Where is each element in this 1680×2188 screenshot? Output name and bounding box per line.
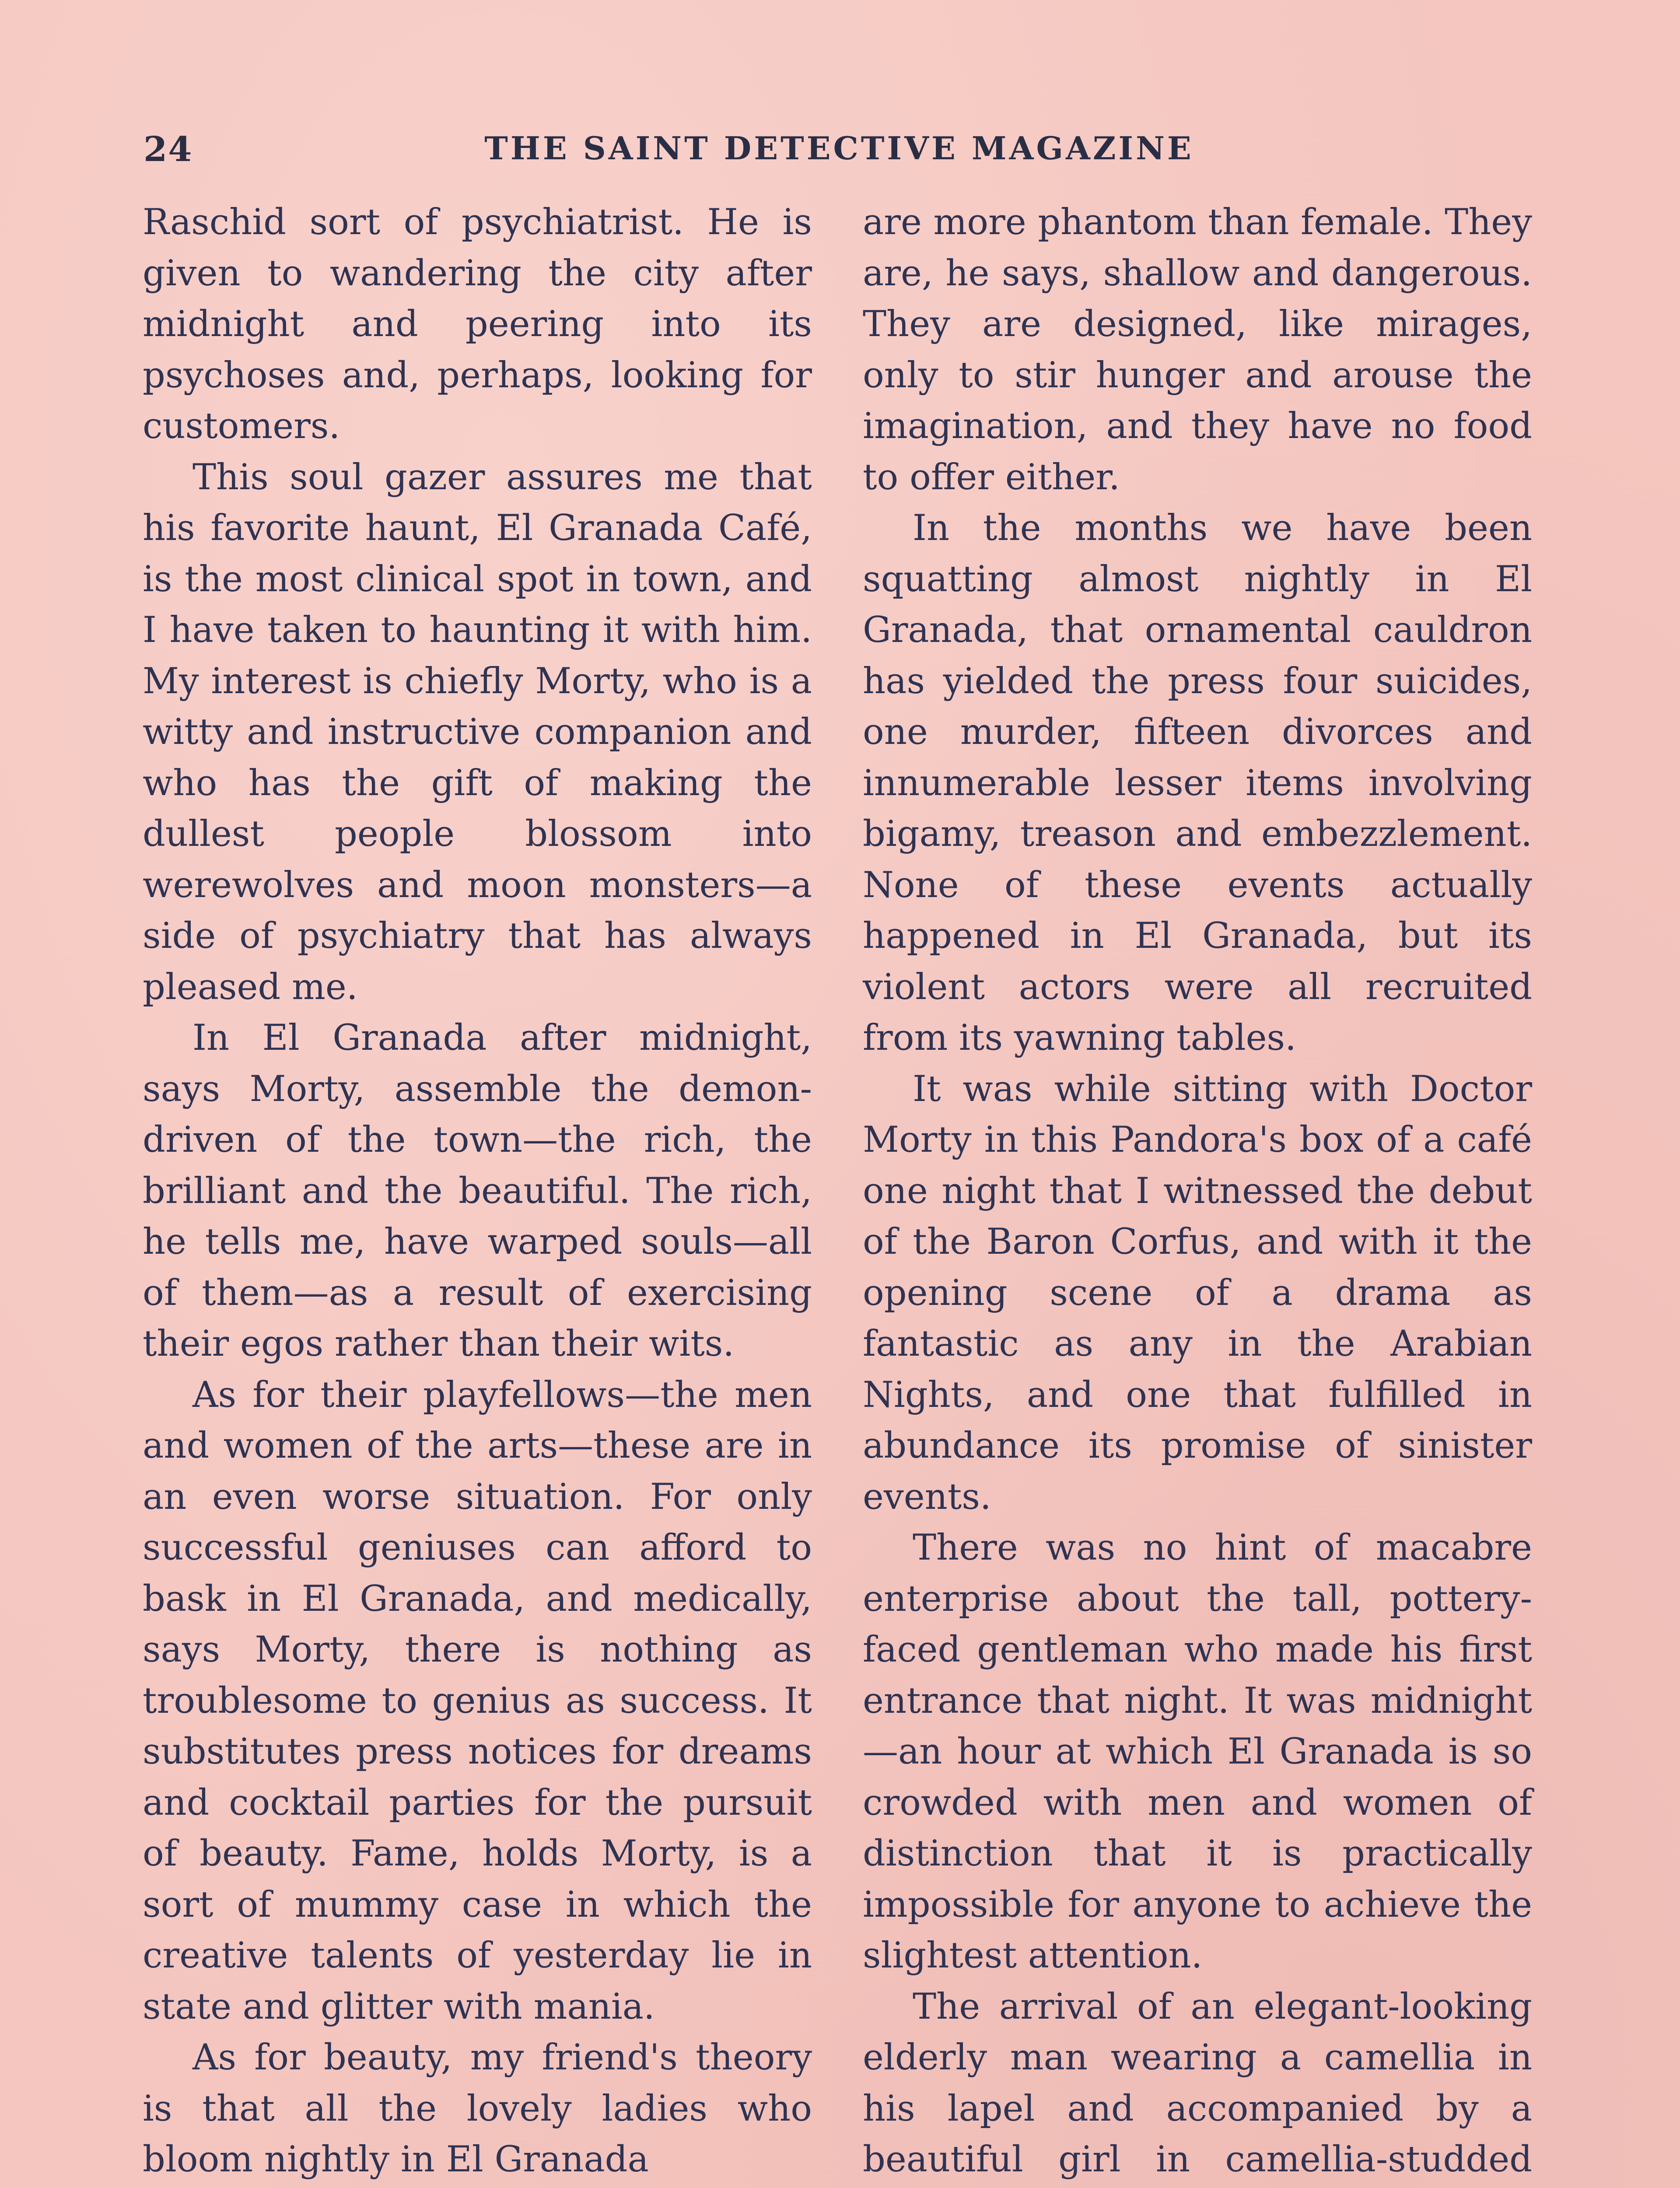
- page-header: [144, 130, 1535, 178]
- paragraph: are more phantom than female. They are, he says, shallow and dangerous. They are designed, like mirages, only to stir hunger and arouse the imagination, and they have no food to offer either.: [863, 202, 1532, 498]
- paragraph: This soul gazer assures me that his favorite haunt, El Granada Café, is the most clinical spot in town, and I have taken to haunting it with him. My interest is chiefly Morty, who is a witty and instructive companion and who has the gift of making the dullest people blossom into werewolves and moon monsters—a side of psychiatry that has always pleased me.: [143, 456, 812, 1008]
- paragraph: As for their playfellows—the men and women of the arts—these are in an even worse situation. For only successful geniuses can afford to bask in El Granada, and medically, says Morty, there is nothing as troublesome to genius as success. It substitutes press notices for dreams and cocktail parties for the pursuit of beauty. Fame, holds Morty, is a sort of mummy case in which the creative talents of yesterday lie in state and glitter with mania.: [143, 1374, 812, 2027]
- paragraph: There was no hint of macabre enterprise about the tall, pottery-faced gentleman who made his first entrance that night. It was midnight—an hour at which El Granada is so crowded with men and women of distinction that it is practically impossible for anyone to achieve the slightest attention.: [863, 1527, 1532, 1976]
- running-title: THE SAINT DETECTIVE MAGAZINE: [484, 130, 1194, 167]
- paragraph: The arrival of an elegant-looking elderly man wearing a camellia in his lapel and accompanied by a beautiful girl in camellia-studded: [863, 1986, 1532, 2180]
- paragraph: In El Granada after midnight, says Morty, assemble the demon-driven of the town—the rich, the brilliant and the beautiful. The rich, he tells me, have warped souls—all of them—as a result of exercising their egos rather than their wits.: [143, 1017, 812, 1364]
- paragraph: In the months we have been squatting almost nightly in El Granada, that ornamental cauldron has yielded the press four suicides, one murder, fifteen divorces and innumerable lesser items involving bigamy, treason and embezzlement. None of these events actually happened in El Granada, but its violent actors were all recruited from its yawning tables.: [863, 508, 1532, 1059]
- page-number: 24: [144, 130, 193, 169]
- paragraph: As for beauty, my friend's theory is that all the lovely ladies who bloom nightly in El Granada: [143, 2037, 812, 2180]
- paragraph: Raschid sort of psychiatrist. He is given to wandering the city after midnight and peering into its psychoses and, perhaps, looking for customers.: [143, 202, 812, 447]
- paragraph: It was while sitting with Doctor Morty in this Pandora's box of a café one night that I witnessed the debut of the Baron Corfus, and with it the opening scene of a drama as fantastic as any in the Arabian Nights, and one that fulfilled in abundance its promise of sinister events.: [863, 1068, 1532, 1518]
- left-column: [143, 197, 812, 2185]
- right-column: [863, 197, 1532, 2188]
